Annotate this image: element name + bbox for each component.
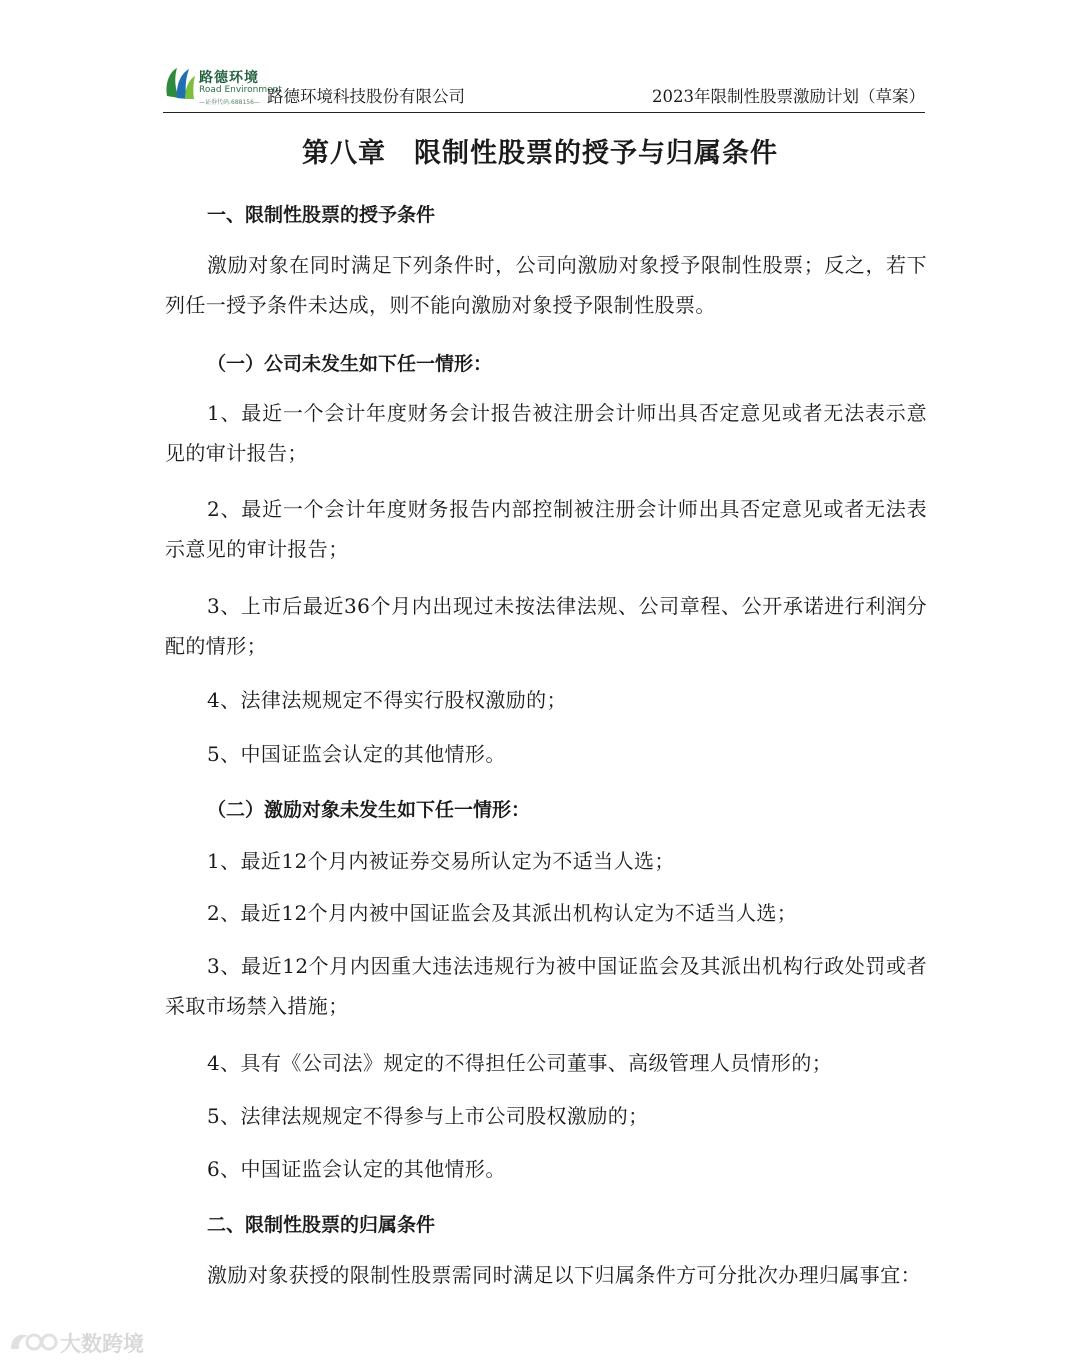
list-item: 1、最近一个会计年度财务会计报告被注册会计师出具否定意见或者无法表示意见的审计报告； — [165, 401, 927, 465]
list-item: 2、最近一个会计年度财务报告内部控制被注册会计师出具否定意见或者无法表示意见的审计报告； — [165, 497, 927, 561]
document-title: 2023年限制性股票激励计划（草案） — [652, 87, 925, 106]
section-heading: 二、限制性股票的归属条件 — [207, 1214, 436, 1236]
section-heading: 一、限制性股票的授予条件 — [207, 204, 436, 226]
page-header — [163, 62, 925, 113]
list-item: 4、具有《公司法》规定的不得担任公司董事、高级管理人员情形的； — [207, 1051, 833, 1075]
list-item: 3、最近12个月内因重大违法违规行为被中国证监会及其派出机构行政处罚或者采取市场禁入措施； — [165, 954, 927, 1018]
list-item: 1、最近12个月内被证券交易所认定为不适当人选； — [207, 849, 675, 873]
paragraph: 激励对象在同时满足下列条件时，公司向激励对象授予限制性股票；反之，若下列任一授予条件未达成，则不能向激励对象授予限制性股票。 — [165, 253, 927, 317]
watermark-logo-icon — [8, 1329, 58, 1355]
list-item: 6、中国证监会认定的其他情形。 — [207, 1157, 506, 1181]
list-item: 2、最近12个月内被中国证监会及其派出机构认定为不适当人选； — [207, 901, 798, 925]
chapter-title: 第八章 限制性股票的授予与归属条件 — [302, 138, 778, 169]
road-logo-icon — [163, 66, 197, 102]
list-item: 5、中国证监会认定的其他情形。 — [207, 742, 506, 766]
list-item: 3、上市后最近36个月内出现过未按法律法规、公司章程、公开承诺进行利润分配的情形； — [165, 594, 927, 658]
logo-english-name: Road Environment — [199, 85, 282, 95]
watermark — [8, 1326, 158, 1358]
logo-chinese-name: 路德环境 — [199, 70, 259, 86]
company-name: 路德环境科技股份有限公司 — [267, 87, 465, 106]
company-logo — [163, 66, 282, 106]
logo-stock-code: —证券代码:688156— — [199, 99, 260, 106]
subsection-heading: （一）公司未发生如下任一情形： — [207, 353, 493, 375]
watermark-text: 大数跨境 — [60, 1332, 144, 1356]
list-item: 5、法律法规规定不得参与上市公司股权激励的； — [207, 1104, 649, 1128]
subsection-heading: （二）激励对象未发生如下任一情形： — [207, 799, 531, 821]
list-item: 4、法律法规规定不得实行股权激励的； — [207, 688, 567, 712]
paragraph: 激励对象获授的限制性股票需同时满足以下归属条件方可分批次办理归属事宜： — [207, 1263, 921, 1287]
